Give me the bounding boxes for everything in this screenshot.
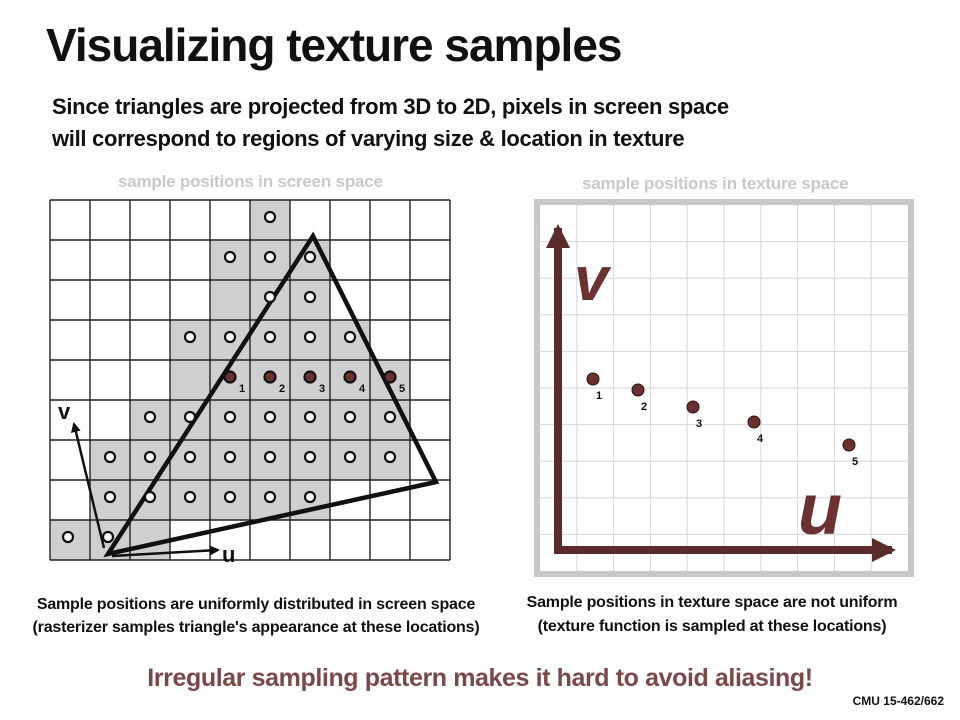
texture-sample-number: 1 <box>596 390 603 402</box>
texture-sample-number: 2 <box>641 401 648 413</box>
sample-number-label: 3 <box>319 383 326 395</box>
screen-space-label: sample positions in screen space <box>118 172 383 191</box>
slide-title: Visualizing texture samples <box>46 19 622 71</box>
texture-sample-number: 5 <box>852 456 859 468</box>
screen-caption-line-1: Sample positions are uniformly distributed in screen space <box>36 596 476 613</box>
texture-sample-point <box>632 384 644 396</box>
texture-caption-line-1: Sample positions in texture space are not uniform <box>526 594 898 611</box>
v-axis-label: v <box>58 399 71 424</box>
u-axis-label: u <box>222 542 236 567</box>
subtitle-line-2: will correspond to regions of varying size & location in texture <box>52 126 685 151</box>
texture-sample-point <box>687 401 699 413</box>
texture-sample-point <box>843 439 855 451</box>
sample-number-label: 2 <box>279 383 286 395</box>
texture-v-label: v <box>574 245 609 314</box>
texture-sample-point <box>587 373 599 385</box>
texture-sample-number: 3 <box>696 418 703 430</box>
texture-caption-line-2: (texture function is sampled at these locations) <box>537 618 887 635</box>
subtitle-line-1: Since triangles are projected from 3D to 2D, pixels in screen space <box>52 94 729 119</box>
texture-sample-number: 4 <box>757 433 764 445</box>
sample-number-label: 1 <box>239 383 246 395</box>
texture-sample-point <box>748 416 760 428</box>
texture-u-label: u <box>798 470 842 550</box>
screen-caption-line-2: (rasterizer samples triangle's appearance at these locations) <box>32 619 480 636</box>
sample-number-label: 5 <box>399 383 406 395</box>
course-credit: CMU 15-462/662 <box>852 694 944 708</box>
footer-message: Irregular sampling pattern makes it hard to avoid aliasing! <box>147 664 813 692</box>
sample-number-label: 4 <box>359 383 366 395</box>
texture-space-label: sample positions in texture space <box>582 174 849 193</box>
